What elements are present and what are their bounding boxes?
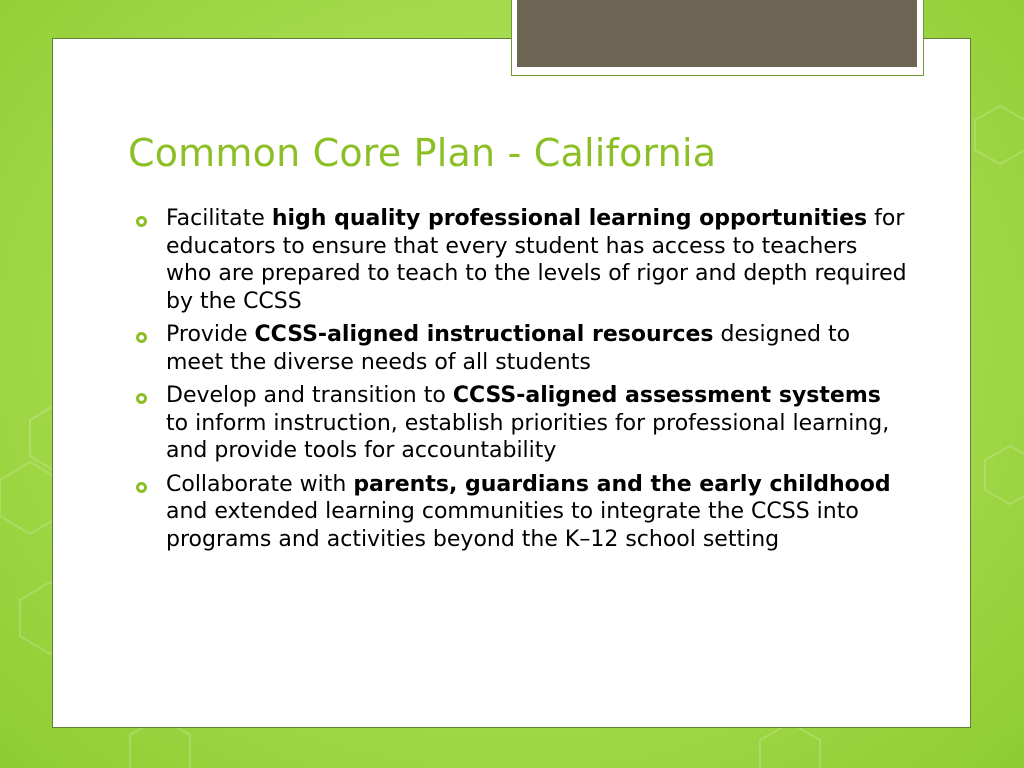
bullet-emphasis: parents, guardians and the early childhood xyxy=(353,471,891,497)
bullet-emphasis: CCSS-aligned instructional resources xyxy=(254,322,714,347)
list-item xyxy=(134,205,909,315)
ring-bullet-icon xyxy=(136,332,147,343)
bullet-text: Collaborate with parents, guardians and the early childhood and extended learning communities to integrate the CCSS into programs and activities beyond the K–12 school setting xyxy=(166,471,891,552)
bullet-list xyxy=(134,205,909,559)
list-item xyxy=(134,471,909,554)
bullet-text: Facilitate high quality professional learning opportunities for educators to ensure that every student has access to teachers who are prepared to teach to the levels of rigor and depth required by the CCSS xyxy=(166,206,907,314)
ring-bullet-icon xyxy=(136,393,147,404)
bullet-emphasis: CCSS-aligned assessment systems xyxy=(452,383,881,408)
list-item xyxy=(134,321,909,376)
accent-block xyxy=(517,0,917,67)
list-item xyxy=(134,382,909,465)
bullet-text: Develop and transition to CCSS-aligned assessment systems to inform instruction, establish priorities for professional learning, and provide tools for accountability xyxy=(166,383,890,463)
bullet-text: Provide CCSS-aligned instructional resources designed to meet the diverse needs of all students xyxy=(166,322,851,375)
ring-bullet-icon xyxy=(136,216,147,227)
bullet-emphasis: high quality professional learning opportunities xyxy=(271,206,868,231)
slide-title: Common Core Plan - California xyxy=(128,131,717,175)
ring-bullet-icon xyxy=(136,482,147,493)
